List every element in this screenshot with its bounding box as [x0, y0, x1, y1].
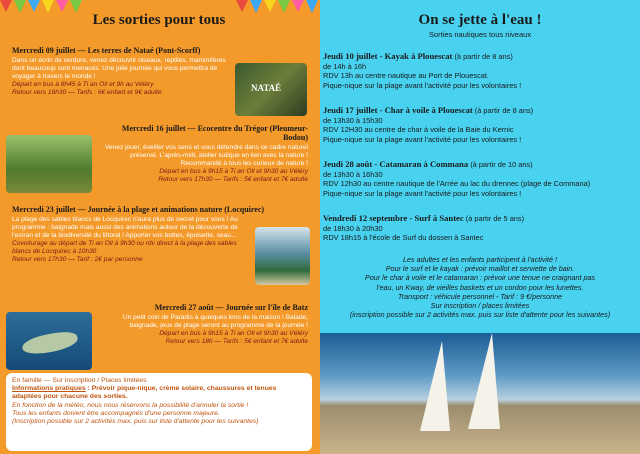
event-departure: Départ en bus à 9h15 à Ti an Oll et 9h30 au Véléry [159, 168, 308, 176]
event-return: Retour vers 17h30 — Tarifs : 5€ enfant et 7€ adulte [158, 176, 308, 184]
event-departure: Covoiturage au départ de Ti an Oll à 9h30 ou rdv direct à la plage des sables blancs de Locquirec à 10h30 [12, 240, 237, 256]
event-return: Retour vers 18h — Tarifs : 5€ enfant et 7€ adulte [165, 338, 308, 346]
adult-note: Tous les enfants doivent être accompagnés d'une personne majeure. [12, 409, 220, 417]
weather-note: En fonction de la météo, nous nous réservons la possibilité d'annuler la sortie ! [12, 401, 249, 409]
event-body: Un petit coin de Paradis à quelques kms de la maison ! Balade, baignade, jeux de plage seront au programme de la journée ! [122, 314, 308, 330]
event-ecocentre [100, 124, 308, 184]
registration-note: (Inscription possible sur 2 activités max. puis sur liste d'attente pour les suivantes) [12, 418, 259, 426]
event-batz [100, 303, 308, 346]
natae-photo [235, 63, 307, 116]
right-subtitle: Sorties nautiques tous niveaux [428, 30, 532, 39]
event-departure: Départ en bus à 8h45 à Ti an Oll et 9h au Véléry [12, 81, 154, 89]
natae-logo-text: NATAÉ [251, 83, 282, 93]
event-return: Retour vers 17h30 — Tarif : 2€ par personne [12, 256, 143, 264]
event-body: La plage des sables blancs de Locquirec n'aura plus de secret pour vous ! Au programme : baignade mais aussi des animations autour de la découverte de l'estran et de la biodiversité du littoral ! Apporter vos bottes, épuisette, seau... [12, 216, 238, 240]
event-heading: Mercredi 23 juillet — Journée à la plage et animations nature (Locquirec) [12, 205, 265, 214]
event-heading: Mercredi 16 juillet — Ecocentre du Trégor (Pleumeur-Bodou) [121, 124, 308, 142]
left-title: Les sorties pour tous [92, 12, 226, 28]
event-return: Retour vers 18h30 — Tarifs : 6€ enfant et 9€ adulte [12, 89, 162, 97]
nautique-panel [320, 0, 640, 454]
right-title: On se jette à l'eau ! [418, 12, 542, 28]
family-info-box [6, 373, 312, 451]
char-a-voile-photo [320, 333, 640, 454]
beach-photo [255, 227, 310, 285]
sorties-pour-tous-panel [0, 0, 318, 454]
event-departure: Départ en bus à 9h15 à Ti an Oll et 9h30 au Véléry [159, 330, 308, 338]
practical-info: Informations pratiques : Prévoir pique-nique, crème solaire, chaussures et tenues adaptées pour chacune des sorties. [12, 385, 277, 401]
nautique-notes: Les adultes et les enfants participent à l'activité ! Pour le surf et le kayak : prévoir maillot et serviette de bain. Pour le char à voile et le catamaran : prévoir une tenue ne craignant pas l'eau, un Kway, de vieilles baskets et un cordon pour les lunettes. Transport : véhicule personnel - Tarif : 9 €/personne Sur inscription / places limitées (inscription possible sur 2 activités max. puis sur liste d'attente pour les suivantes) [349, 255, 611, 320]
event-kayak: Jeudi 10 juillet - Kayak à Plouescat (à partir de 8 ans) de 14h à 16h RDV 13h au centre nautique au Port de Plouescat. Pique-nique sur la plage avant l'activité pour les volontaires ! [323, 51, 522, 90]
family-line: En famille — Sur inscription / Places limitées [12, 377, 147, 384]
event-body: Dans un écrin de verdure, venez découvrir oiseaux, reptiles, mammifères dont beaucoup sont menacés. Une jolie journée qui vous permettra de voyager à travers le monde ! [12, 57, 226, 81]
event-heading: Mercredi 27 août — Journée sur l'île de Batz [154, 303, 308, 312]
event-heading: Mercredi 09 juillet — Les terres de Nataé (Pont-Scorff) [12, 46, 201, 55]
event-surf: Vendredi 12 septembre - Surf à Santec (à partir de 5 ans) de 18h30 à 20h30 RDV 18h15 à l'école de Surf du dossen à Santec [323, 213, 525, 242]
ile-de-batz-photo [6, 312, 92, 370]
event-body: Venez jouer, éveiller vos sens et vous détendre dans ce cadre naturel préservé. L'après-midi, atelier ludique en lien avec la nature ! Recommandé à tous les curieux de nature ! [104, 144, 308, 168]
sail-icon [420, 341, 450, 431]
event-nataé [12, 46, 232, 97]
sail-icon [468, 333, 500, 429]
ecocentre-photo [6, 135, 92, 193]
event-catamaran: Jeudi 28 août - Catamaran à Commana (à partir de 10 ans) de 13h30 à 16h30 RDV 12h30 au centre nautique de l'Arrée au lac du drennec (plage de Commana) Pique-nique sur la plage avant l'activité pour les volontaires ! [323, 159, 591, 198]
event-char-a-voile: Jeudi 17 juillet - Char à voile à Plouescat (à partir de 8 ans) de 13h30 à 15h30 RDV 12H30 au centre de char à voile de la Baie du Kernic Pique-nique sur la plage avant l'activité pour les volontaires ! [323, 105, 534, 144]
